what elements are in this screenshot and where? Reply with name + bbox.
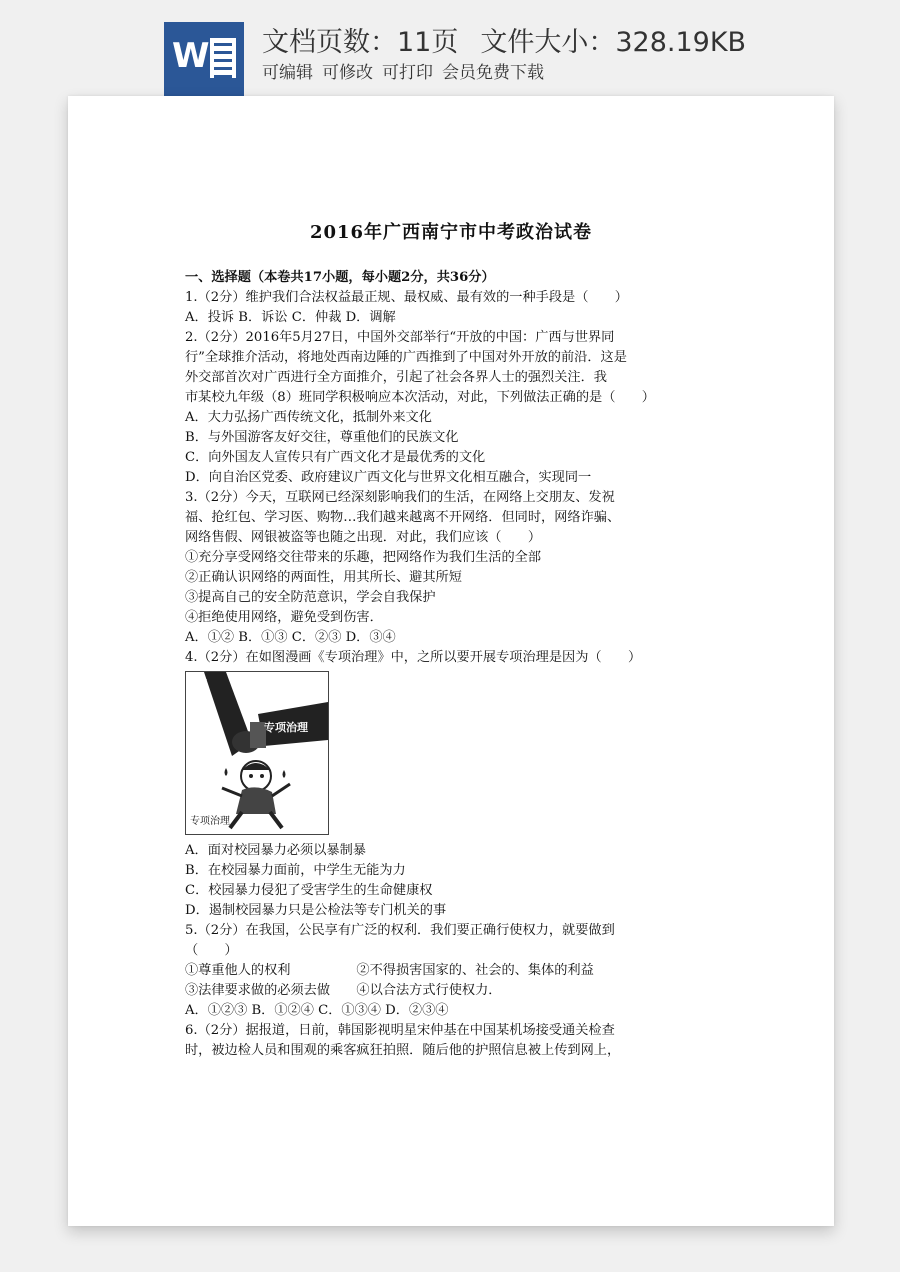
feature-modifiable: 可修改 [322,63,373,83]
cartoon-label-governance: 专项治理 [264,721,308,734]
text-line: 外交部首次对广西进行全方面推介，引起了社会各界人士的强烈关注．我 [185,370,607,385]
feature-list [262,58,553,83]
text-line: D．遏制校园暴力只是公检法等专门机关的事 [185,903,447,918]
word-document-icon: W [164,22,244,96]
text-line: ④拒绝使用网络，避免受到伤害． [185,610,383,625]
text-line: 3.（2分）今天，互联网已经深刻影响我们的生活，在网络上交朋友、发祝 [185,490,615,505]
text-line: A．大力弘扬广西传统文化，抵制外来文化 [185,410,432,425]
text-line: ②正确认识网络的两面性，用其所长、避其所短 [185,570,462,585]
text-line: D．向自治区党委、政府建议广西文化与世界文化相互融合，实现同一 [185,470,592,485]
text-line: C．校园暴力侵犯了受害学生的生命健康权 [185,883,433,898]
text-line: C．向外国友人宣传只有广西文化才是最优秀的文化 [185,450,486,465]
cartoon-label-violence: 校园暴力 [196,677,207,726]
text-line: 4.（2分）在如图漫画《专项治理》中，之所以要开展专项治理是因为（ ） [185,650,642,665]
text-line: A．投诉 B．诉讼 C．仲裁 D．调解 [185,310,396,325]
feature-printable: 可打印 [382,63,433,83]
feature-member-download: 会员免费下载 [442,63,544,83]
text-line: 5.（2分）在我国，公民享有广泛的权利．我们要正确行使权力，就要做到 [185,923,615,938]
feature-editable: 可编辑 [262,63,313,83]
page-count: 文档页数：11页 [262,27,459,58]
document-body [185,268,785,1061]
cartoon-caption: 专项治理 [190,816,230,827]
section-heading: 一、选择题（本卷共17小题，每小题2分，共36分） [185,270,495,285]
text-line: 福、抢红包、学习医、购物…我们越来越离不开网络．但同时，网络诈骗、 [185,510,621,525]
banner-title [262,20,746,59]
text-line: A．①②③ B．①②④ C．①③④ D．②③④ [185,1003,449,1018]
text-line: 时，被边检人员和围观的乘客疯狂拍照．随后他的护照信息被上传到网上， [185,1043,621,1058]
text-line: ①充分享受网络交往带来的乐趣，把网络作为我们生活的全部 [185,550,542,565]
document-page [68,96,834,1226]
text-line: ①尊重他人的权利 ②不得损害国家的、社会的、集体的利益 [185,963,594,978]
header-banner [0,0,900,96]
text-line: B．在校园暴力面前，中学生无能为力 [185,863,406,878]
text-line: 6.（2分）据报道，日前，韩国影视明星宋仲基在中国某机场接受通关检查 [185,1023,615,1038]
text-line: 网络售假、网银被盗等也随之出现．对此，我们应该（ ） [185,530,542,545]
text-line: ③提高自己的安全防范意识，学会自我保护 [185,590,436,605]
text-line: 2.（2分）2016年5月27日，中国外交部举行“开放的中国：广西与世界同 [185,330,615,345]
text-line: B．与外国游客友好交往，尊重他们的民族文化 [185,430,459,445]
text-line: 市某校九年级（8）班同学积极响应本次活动，对此，下列做法正确的是（ ） [185,390,655,405]
text-line: A．面对校园暴力必须以暴制暴 [185,843,366,858]
document-title: 2016年广西南宁市中考政治试卷 [309,222,593,243]
text-line: A．①② B．①③ C．②③ D．③④ [185,630,396,645]
cartoon-image [185,671,329,835]
text-line: ③法律要求做的必须去做 ④以合法方式行使权力． [185,983,502,998]
text-line: 行”全球推介活动，将地处西南边陲的广西推到了中国对外开放的前沿．这是 [185,350,627,365]
text-line: （ ） [185,943,238,958]
text-line: 1.（2分）维护我们合法权益最正规、最权威、最有效的一种手段是（ ） [185,290,628,305]
file-size: 文件大小：328.19KB [480,27,747,58]
